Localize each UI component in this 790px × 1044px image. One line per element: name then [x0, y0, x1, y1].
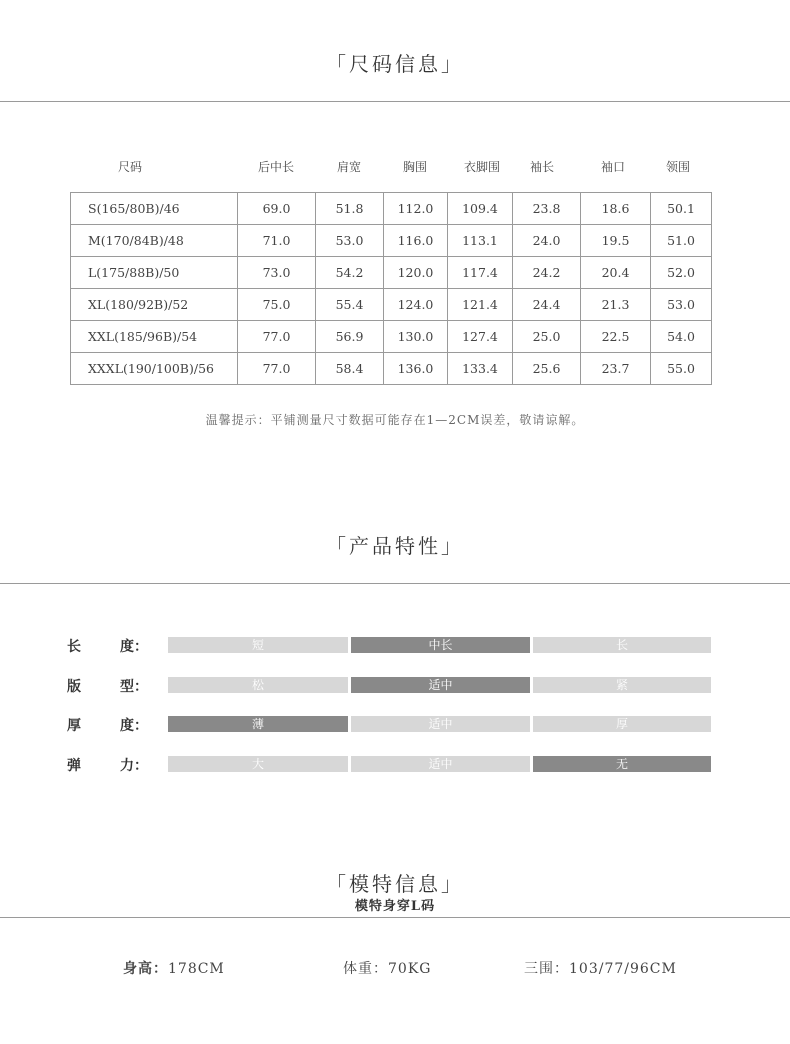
feature-option-selected: 薄: [168, 716, 348, 732]
size-header-back-length: 后中长: [257, 160, 294, 174]
measurement-cell: 130.0: [384, 321, 448, 353]
measurement-cell: 136.0: [384, 353, 448, 385]
measurement-cell: 109.4: [448, 193, 513, 225]
size-header-chest: 胸围: [402, 160, 427, 174]
measurement-cell: 24.0: [513, 225, 581, 257]
size-cell: M(170/84B)/48: [71, 225, 238, 257]
measurement-cell: 20.4: [581, 257, 651, 289]
measurement-cell: 117.4: [448, 257, 513, 289]
feature-option: 长: [533, 637, 711, 653]
measurement-cell: 25.6: [513, 353, 581, 385]
table-row: [71, 289, 712, 321]
measurement-cell: 23.7: [581, 353, 651, 385]
feature-section-title: 「产品特性」: [326, 534, 464, 558]
model-weight-value: 70KG: [388, 961, 432, 977]
measurement-cell: 120.0: [384, 257, 448, 289]
measurement-cell: 121.4: [448, 289, 513, 321]
measurement-cell: 22.5: [581, 321, 651, 353]
model-weight: [343, 958, 431, 978]
size-header-size: 尺码: [117, 160, 142, 174]
feature-label-first: 版: [67, 679, 81, 695]
measurement-cell: 51.8: [316, 193, 384, 225]
measurement-cell: 50.1: [651, 193, 712, 225]
measurement-cell: 69.0: [238, 193, 316, 225]
size-cell: XXXL(190/100B)/56: [71, 353, 238, 385]
size-cell: XXL(185/96B)/54: [71, 321, 238, 353]
measurement-cell: 127.4: [448, 321, 513, 353]
measurement-cell: 52.0: [651, 257, 712, 289]
feature-option-selected: 无: [533, 756, 711, 772]
model-measurements-key: 三围：: [524, 961, 569, 977]
measurement-cell: 21.3: [581, 289, 651, 321]
feature-label-first: 长: [67, 639, 81, 655]
model-section-title: 「模特信息」: [326, 872, 464, 896]
measurement-cell: 75.0: [238, 289, 316, 321]
size-header-sleeve-length: 袖长: [529, 160, 554, 174]
measurement-cell: 124.0: [384, 289, 448, 321]
measurement-cell: 54.2: [316, 257, 384, 289]
measurement-cell: 23.8: [513, 193, 581, 225]
feature-option: 适中: [351, 756, 530, 772]
measurement-cell: 54.0: [651, 321, 712, 353]
feature-label-second: 力：: [120, 758, 148, 774]
size-table: [70, 192, 712, 385]
measurement-cell: 25.0: [513, 321, 581, 353]
model-height-key: 身高：: [123, 961, 168, 977]
model-height: [123, 958, 225, 978]
table-row: [71, 193, 712, 225]
model-subtitle: 模特身穿L码: [354, 899, 436, 914]
feature-option: 大: [168, 756, 348, 772]
measurement-cell: 73.0: [238, 257, 316, 289]
measurement-cell: 116.0: [384, 225, 448, 257]
divider: [0, 917, 790, 918]
measurement-cell: 113.1: [448, 225, 513, 257]
feature-option: 松: [168, 677, 348, 693]
measurement-cell: 58.4: [316, 353, 384, 385]
measurement-cell: 56.9: [316, 321, 384, 353]
measurement-cell: 51.0: [651, 225, 712, 257]
feature-label-first: 厚: [67, 718, 81, 734]
measurement-cell: 53.0: [316, 225, 384, 257]
measurement-cell: 53.0: [651, 289, 712, 321]
size-header-cuff: 袖口: [600, 160, 625, 174]
measurement-cell: 71.0: [238, 225, 316, 257]
measurement-cell: 18.6: [581, 193, 651, 225]
feature-label-second: 度：: [120, 639, 148, 655]
measurement-cell: 77.0: [238, 353, 316, 385]
measurement-cell: 133.4: [448, 353, 513, 385]
table-row: [71, 225, 712, 257]
feature-label-first: 弹: [67, 758, 81, 774]
feature-option-selected: 中长: [351, 637, 530, 653]
size-cell: S(165/80B)/46: [71, 193, 238, 225]
feature-option: 适中: [351, 716, 530, 732]
measurement-cell: 112.0: [384, 193, 448, 225]
feature-option-selected: 适中: [351, 677, 530, 693]
feature-label-second: 度：: [120, 718, 148, 734]
table-row: [71, 321, 712, 353]
measurement-cell: 19.5: [581, 225, 651, 257]
feature-option: 紧: [533, 677, 711, 693]
feature-option: 厚: [533, 716, 711, 732]
divider: [0, 101, 790, 102]
model-weight-key: 体重：: [343, 961, 388, 977]
table-row: [71, 353, 712, 385]
measurement-cell: 77.0: [238, 321, 316, 353]
size-cell: XL(180/92B)/52: [71, 289, 238, 321]
measurement-cell: 24.4: [513, 289, 581, 321]
feature-label-second: 型：: [120, 679, 148, 695]
size-header-hem: 衣脚围: [463, 160, 500, 174]
table-row: [71, 257, 712, 289]
measurement-cell: 55.0: [651, 353, 712, 385]
measurement-cell: 55.4: [316, 289, 384, 321]
size-header-shoulder: 肩宽: [336, 160, 361, 174]
divider: [0, 583, 790, 584]
measurement-note: 温馨提示：平铺测量尺寸数据可能存在1—2CM误差，敬请谅解。: [205, 413, 585, 427]
size-header-collar: 领围: [665, 160, 690, 174]
model-measurements-value: 103/77/96CM: [569, 961, 677, 977]
feature-option: 短: [168, 637, 348, 653]
model-measurements: [524, 958, 677, 978]
model-height-value: 178CM: [168, 961, 225, 977]
measurement-cell: 24.2: [513, 257, 581, 289]
size-cell: L(175/88B)/50: [71, 257, 238, 289]
size-section-title: 「尺码信息」: [326, 52, 464, 76]
